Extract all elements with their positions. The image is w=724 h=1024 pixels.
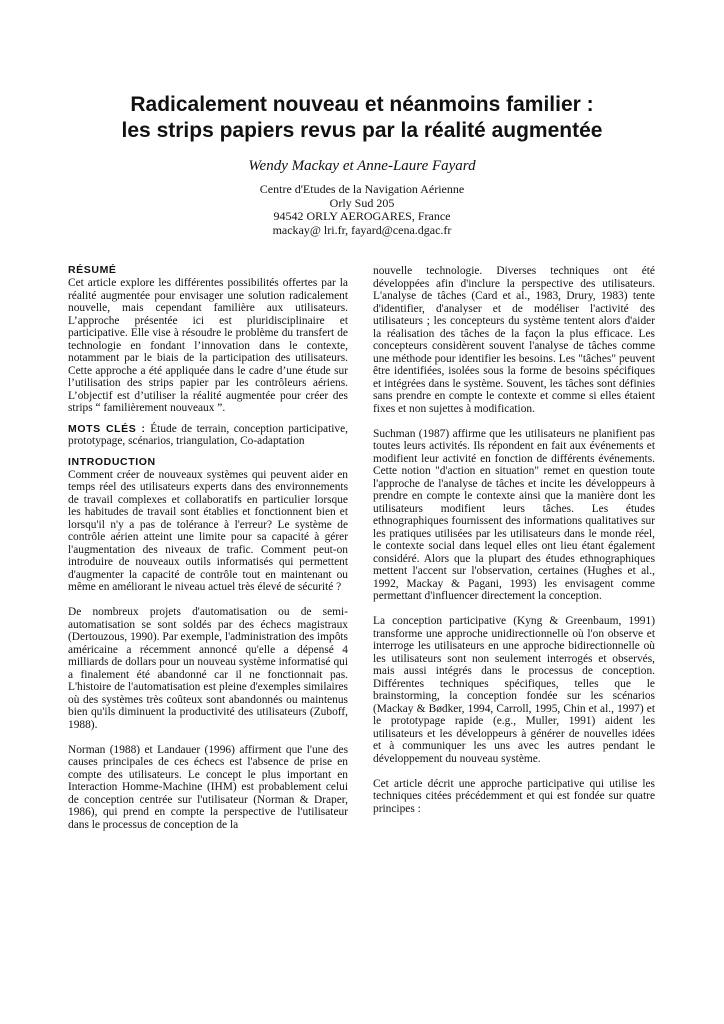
keywords-label: MOTS CLÉS : — [68, 422, 146, 435]
title-line-2: les strips papiers revus par la réalité augmentée — [121, 119, 603, 142]
body-paragraph: Suchman (1987) affirme que les utilisateurs ne planifient pas toutes leurs activités. Ils répondent en fait aux événements et modifient leur activité en fonction de différents événements. Cette notion "d'action en situation" remet en question toute l'approche de l'analyse de tâches et incite les développeurs à prendre en compte le contexte ainsi que la manière dont les utilisateurs modifient leurs tâches. Les études ethnographiques fournissent des informations qualitatives sur les pratiques utilisées par les utilisateurs dans le monde réel, le contexte social dans lequel elles ont lieu étant également considéré. Alors que la plupart des études ethnographiques mettent l'accent sur l'observation, certaines (Hughes et al., 1992, Mackay & Pagani, 1993) les envisagent comme permettant d'influencer directement la conception. — [373, 427, 655, 602]
body-paragraph: nouvelle technologie. Diverses techniques ont été développées afin d'inclure la perspective des utilisateurs. L'analyse de tâches (Card et al., 1983, Drury, 1983) tente d'identifier, d'analyser et de modéliser l'activité des utilisateurs ; les concepteurs du système tentent alors d'aider la réalisation des tâches de la façon la plus efficace. Les concepteurs considèrent souvent l'analyse de tâches comme une méthode pour identifier les besoins. Les "tâches" peuvent être identifiées, isolées sous la forme de besoins spécifiques et intégrées dans le système. Souvent, les tâches sont définies sans prendre en compte le contexte et comme si elles étaient fixes et non sujettes à modification. — [373, 265, 655, 415]
affiliation — [40, 183, 684, 237]
left-column — [68, 264, 348, 831]
body-paragraph: Cet article décrit une approche participative qui utilise les techniques citées précédemment et qui est fondée sur quatre principes : — [373, 777, 655, 815]
keywords-text: Étude de terrain, conception participative, prototypage, scénarios, triangulation, Co-adaptation — [68, 422, 348, 447]
affiliation-line: Centre d'Etudes de la Navigation Aérienne — [259, 182, 465, 196]
resume-heading: RÉSUMÉ — [68, 264, 117, 276]
affiliation-line: 94542 ORLY AEROGARES, France — [273, 209, 451, 224]
intro-paragraph: Comment créer de nouveaux systèmes qui peuvent aider en temps réel des utilisateurs experts dans des environnements de travail complexes et collaboratifs en particulier lorsque les habitudes de travail sont établies et fonctionnent bien et lorsqu'il n'y a pas de tolérance à l'erreur? Le système de contrôle aérien atteint une limite pour sa capacité à gérer l'augmentation des niveaux de trafic. Comment peut-on introduire de nouveaux outils informatisés qui permettent d'augmenter la capacité de contrôle tout en maintenant ou même en améliorant le niveau actuel très élevé de sécurité ? — [68, 468, 348, 593]
keywords — [68, 423, 348, 448]
introduction-heading: INTRODUCTION — [68, 455, 156, 468]
body-paragraph: La conception participative (Kyng & Greenbaum, 1991) transforme une approche unidirectionnelle où l'on observe et interroge les utilisateurs en une approche bidirectionnelle où les utilisateurs sont non seulement interrogés et observés, mais aussi intégrés dans le processus de conception. Différentes techniques spécifiques, telles que le brainstorming, la conception fondée sur les scénarios (Mackay & Bødker, 1994, Carroll, 1995, Chin et al., 1997) et le prototypage rapide (e.g., Muller, 1991) aident les utilisateurs et les développeurs à générer de nouvelles idées et à communiquer les uns avec les autres pendant le développement du nouveau système. — [373, 615, 655, 765]
right-column — [373, 265, 655, 815]
title-line-1: Radicalement nouveau et néanmoins familier : — [130, 93, 594, 116]
affiliation-email: mackay@ lri.fr, fayard@cena.dgac.fr — [272, 222, 452, 237]
intro-paragraph: De nombreux projets d'automatisation ou de semi-automatisation se sont soldés par des échecs magistraux (Dertouzous, 1990). Par exemple, l'administration des impôts américaine a récemment annoncé qu'elle a dépensé 4 milliards de dollars pour un nouveau système informatisé qui a finalement été abandonné car il ne fonctionnait pas. L'histoire de l'automatisation est pleine d'exemples similaires où des systèmes très coûteux sont abandonnés ou maintenus bien qu'ils diminuent la productivité des utilisateurs (Zuboff, 1988). — [68, 606, 348, 731]
intro-paragraph: Norman (1988) et Landauer (1996) affirment que l'une des causes principales de ces échecs est l'absence de prise en compte des utilisateurs. Le concept le plus important en Interaction Homme-Machine (IHM) est probablement celui de conception centrée sur l'utilisateur (Norman & Draper, 1986), qui prend en compte la perspective de l'utilisateur dans le processus de conception de la — [68, 743, 348, 831]
affiliation-line: Orly Sud 205 — [329, 195, 395, 210]
resume-text: Cet article explore les différentes possibilités offertes par la réalité augmentée pour envisager une solution radicalement nouvelle, mais cependant familière aux utilisateurs. L’approche présentée ici est pluridisciplinaire et participative. Elle vise à résoudre le problème du transfert de technologie en fondant l’innovation dans le contexte, notamment par le biais de la participation des utilisateurs. Cette approche a été appliquée dans le cadre d’une étude sur l’utilisation des strips papier par les contrôleurs aériens. L’objectif est d’utiliser la réalité augmentée pour créer des strips “ familièrement nouveaux ”. — [68, 277, 348, 414]
paper-title — [40, 92, 684, 144]
authors: Wendy Mackay et Anne-Laure Fayard — [248, 158, 476, 174]
